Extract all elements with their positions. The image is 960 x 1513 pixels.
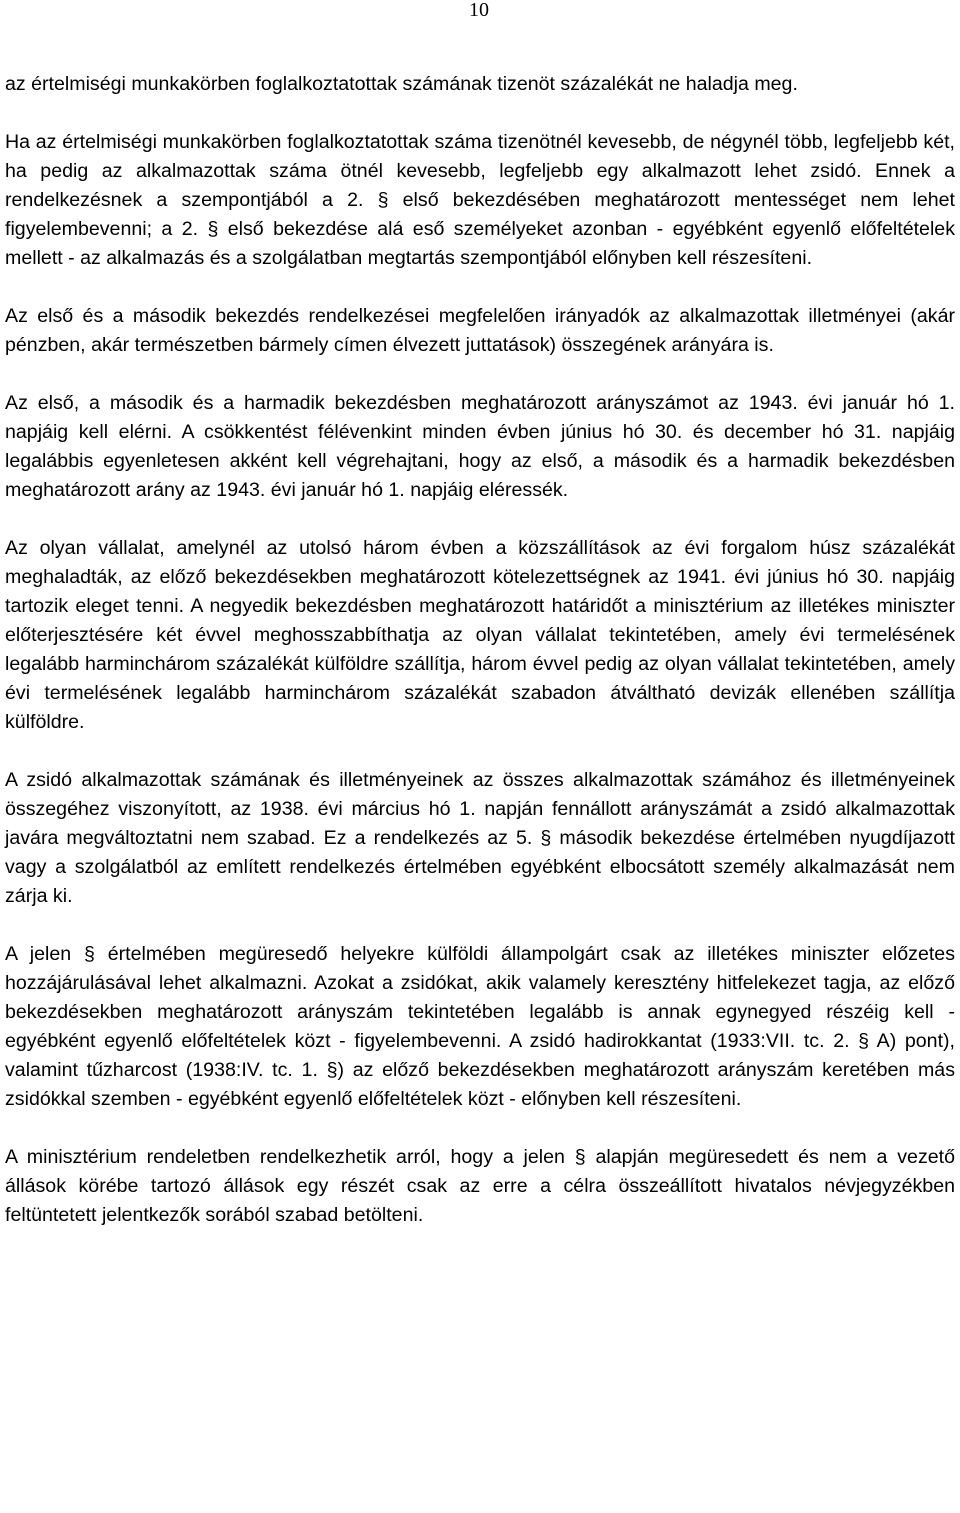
paragraph-5: Az olyan vállalat, amelynél az utolsó három évben a közszállítások az évi forgalom húsz százalékát meghaladták, az előző bekezdésekben meghatározott kötelezettségnek az 1941. évi június hó 30. napjáig tartozik eleget tenni. A negyedik bekezdésben meghatározott határidőt a minisztérium az illetékes miniszter előterjesztésére két évvel meghosszabbíthatja az olyan vállalat tekintetében, amely évi termelésének legalább harminchárom százalékát külföldre szállítja, három évvel pedig az olyan vállalat tekintetében, amely évi termelésének legalább harminchárom százalékát szabadon átváltható devizák ellenében szállítja külföldre. [5,537,955,733]
paragraph-6: A zsidó alkalmazottak számának és illetményeinek az összes alkalmazottak számához és illetményeinek összegéhez viszonyított, az 1938. évi március hó 1. napján fennállott arányszámát a zsidó alkalmazottak javára megváltoztatni nem szabad. Ez a rendelkezés az 5. § második bekezdése értelmében nyugdíjazott vagy a szolgálatból az említett rendelkezés értelmében egyébként elbocsátott személy alkalmazását nem zárja ki. [5,769,955,907]
document-body [5,70,955,1230]
paragraph-1: az értelmiségi munkakörben foglalkoztatottak számának tizenöt százalékát ne haladja meg. [5,73,798,95]
paragraph-4: Az első, a második és a harmadik bekezdésben meghatározott arányszámot az 1943. évi január hó 1. napjáig kell elérni. A csökkentést félévenkint minden évben június hó 30. és december hó 31. napjáig legalábbis egyenletesen akként kell végrehajtani, hogy az első, a második és a harmadik bekezdésben meghatározott arány az 1943. évi január hó 1. napjáig eléressék. [5,392,955,501]
page-number: 10 [469,0,489,21]
paragraph-8: A minisztérium rendeletben rendelkezhetik arról, hogy a jelen § alapján megüresedett és nem a vezető állások körébe tartozó állások egy részét csak az erre a célra összeállított hivatalos névjegyzékben feltüntetett jelentkezők sorából szabad betölteni. [5,1146,955,1226]
paragraph-3: Az első és a második bekezdés rendelkezései megfelelően irányadók az alkalmazottak illetményei (akár pénzben, akár természetben bármely címen élvezett juttatások) összegének arányára is. [5,305,955,356]
paragraph-7: A jelen § értelmében megüresedő helyekre külföldi állampolgárt csak az illetékes miniszter előzetes hozzájárulásával lehet alkalmazni. Azokat a zsidókat, akik valamely keresztény hitfelekezet tagja, az előző bekezdésekben meghatározott arányszám tekintetében legalább is annak egynegyed részéig kell - egyébként egyenlő előfeltételek közt - figyelembevenni. A zsidó hadirokkantat (1933:VII. tc. 2. § A) pont), valamint tűzharcost (1938:IV. tc. 1. §) az előző bekezdésekben meghatározott arányszám keretében más zsidókkal szemben - egyébként egyenlő előfeltételek közt - előnyben kell részesíteni. [5,943,955,1110]
paragraph-2: Ha az értelmiségi munkakörben foglalkoztatottak száma tizenötnél kevesebb, de négynél több, legfeljebb két, ha pedig az alkalmazottak száma ötnél kevesebb, legfeljebb egy alkalmazott lehet zsidó. Ennek a rendelkezésnek a szempontjából a 2. § első bekezdésében meghatározott mentességet nem lehet figyelembevenni; a 2. § első bekezdése alá eső személyeket azonban - egyébként egyenlő előfeltételek mellett - az alkalmazás és a szolgálatban megtartás szempontjából előnyben kell részesíteni. [5,131,955,269]
